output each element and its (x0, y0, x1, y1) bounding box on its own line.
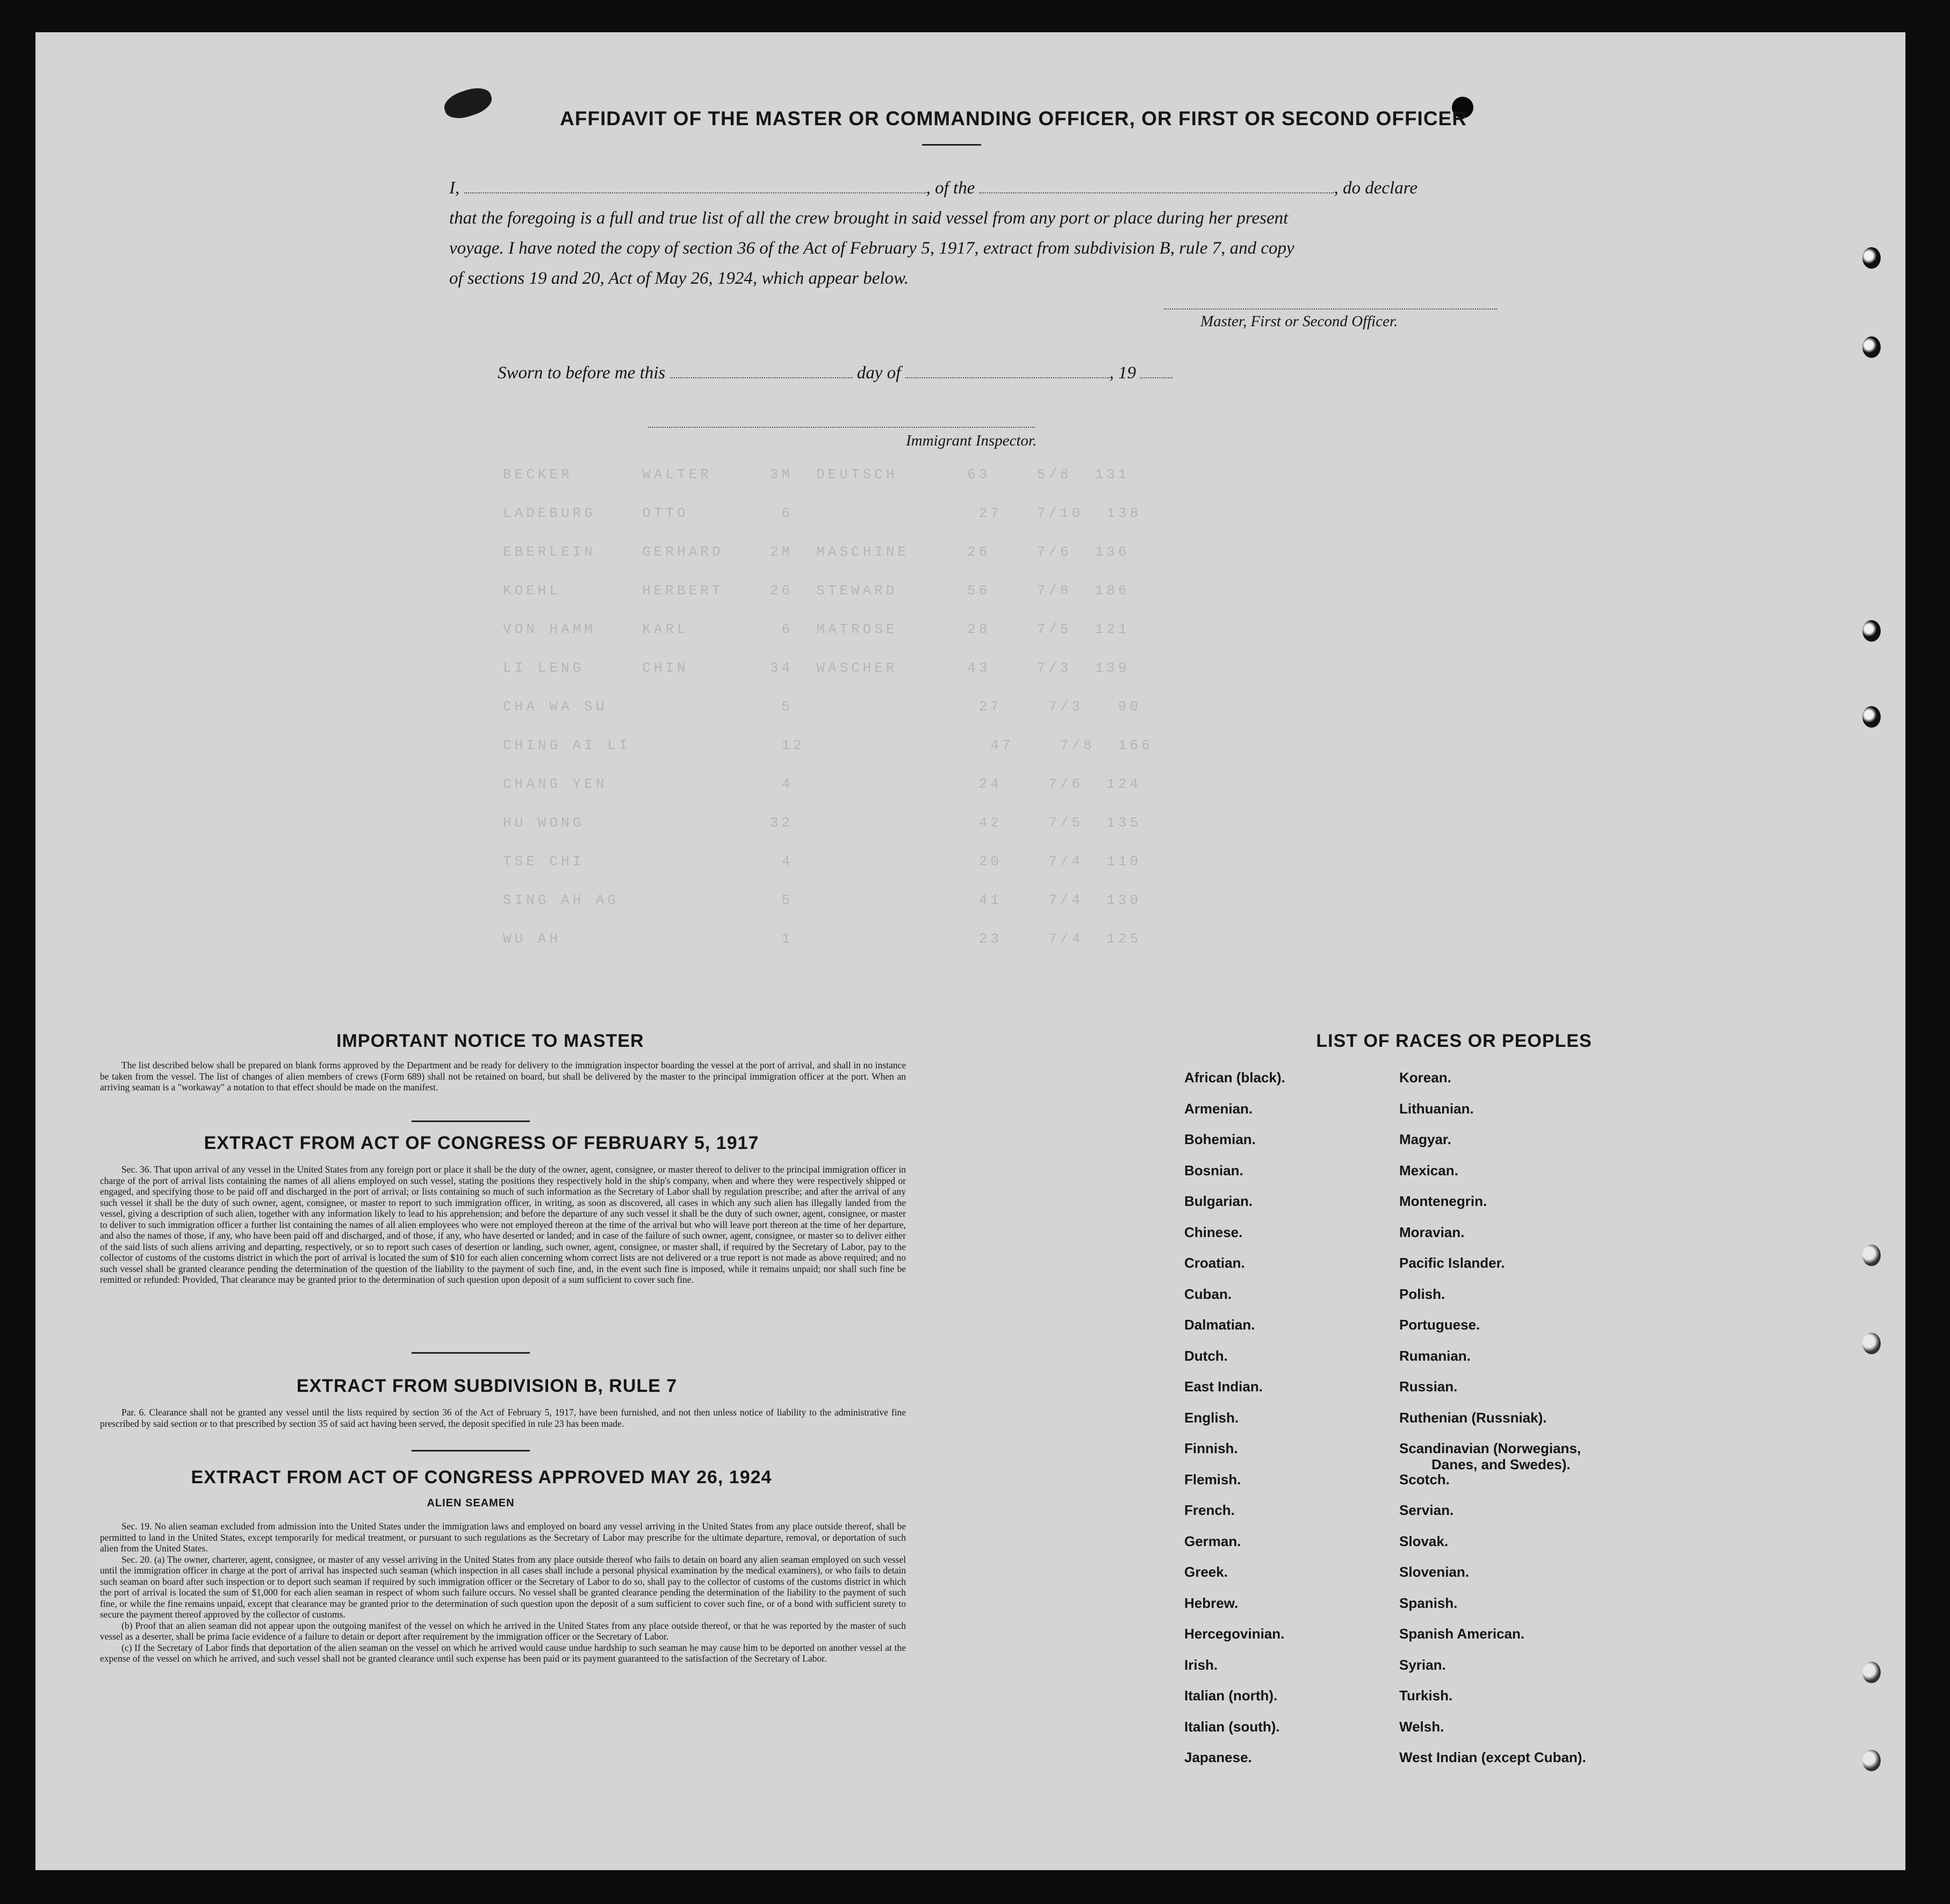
master-signature-label: Master, First or Second Officer. (1200, 313, 1398, 330)
inspector-signature-line[interactable] (648, 427, 1035, 428)
race-item: Polish. (1399, 1285, 1445, 1302)
master-signature-line[interactable] (1164, 308, 1497, 310)
race-item: Armenian. (1184, 1100, 1253, 1117)
race-item: Chinese. (1184, 1224, 1243, 1240)
binder-hole (1862, 1333, 1881, 1354)
binder-hole (1862, 247, 1881, 269)
ghost-row: SING AH AG 5 41 7/4 130 (503, 892, 1142, 908)
ghost-row: CHA WA SU 5 27 7/3 90 (503, 699, 1142, 715)
extract-1924-text (100, 1521, 906, 1664)
section-divider (412, 1352, 530, 1354)
inspector-signature-label: Immigrant Inspector. (906, 432, 1037, 449)
race-item: Korean. (1399, 1069, 1451, 1086)
extract-rule7-text: Par. 6. Clearance shall not be granted any vessel until the lists required by section 36 of the Act of February 5, 1917, have been furnished, and not then unless notice of liability to the administrative fine prescribed by said section or to that prescribed by section 35 of said act having been served, the deposit specified in rule 23 has been made. (100, 1407, 906, 1429)
ghost-row: HU WONG 32 42 7/5 135 (503, 815, 1142, 831)
document-page (35, 32, 1905, 1870)
race-item: Magyar. (1399, 1131, 1451, 1147)
race-item: African (black). (1184, 1069, 1285, 1086)
sec20b-text: (b) Proof that an alien seaman did not appear upon the outgoing manifest of the vessel on which he arrived in the United States from any place outside thereof, or that he was reported by the master of such vessel as a deserter, shall be prima facie evidence of a failure to detain or deport after requirement by the immigration officer or the Secretary of Labor. (100, 1620, 906, 1642)
name-blank[interactable] (464, 179, 926, 193)
sec20a-text: Sec. 20. (a) The owner, charterer, agent, consignee, or master of any vessel arriving in the United States from any place outside thereof who fails to detain on board any alien seaman employed on such vessel until the immigration officer in charge at the port of arrival has inspected such seaman (which inspection in all cases shall include a personal physical examination by the medical examiners), or who fails to detain such seaman on board after such inspection or to deport such seaman if required by such immigration officer or the Secretary of Labor to do so, shall pay to the collector of customs of the customs district in which the port of arrival is located the sum of $1,000 for each alien seaman in respect of whom such failure occurs. No vessel shall be granted clearance pending the determination of the liability to the payment of such fine, or while the fine remains unpaid, except that clearance may be granted prior to the determination of such question upon the deposit of a sum sufficient to cover such fine, or of a bond with sufficient surety to secure the payment thereof approved by the collector of customs. (100, 1554, 906, 1620)
race-item: German. (1184, 1533, 1241, 1549)
binder-hole (1862, 336, 1881, 358)
race-item: Hebrew. (1184, 1594, 1239, 1611)
sworn-year-blank[interactable] (1140, 364, 1172, 378)
extract-1924-subtitle: ALIEN SEAMEN (427, 1497, 515, 1509)
race-item: Bulgarian. (1184, 1193, 1253, 1209)
affidavit-of-the: , of the (926, 178, 975, 198)
affidavit-line2: that the foregoing is a full and true list of all the crew brought in said vessel from any port or place during her present (449, 209, 1289, 228)
race-item: Syrian. (1399, 1656, 1446, 1673)
ghost-row: CHANG YEN 4 24 7/6 124 (503, 776, 1142, 792)
sec19-text: Sec. 19. No alien seaman excluded from admission into the United States under the immigration laws and employed on board any vessel arriving in the United States from any place outside thereof, shall be permitted to land in the United States, except temporarily for medical treatment, or pursuant to such regulations as the Secretary of Labor may prescribe for the ultimate departure, removal, or deportation of such alien from the United States. (100, 1521, 906, 1554)
section-divider (412, 1120, 530, 1122)
binder-hole (1862, 620, 1881, 642)
affidavit-i-label: I, (449, 178, 460, 198)
race-item: Welsh. (1399, 1718, 1444, 1735)
ghost-row: CHING AI LI 12 47 7/8 166 (503, 737, 1153, 753)
affidavit-title: AFFIDAVIT OF THE MASTER OR COMMANDING OFFICER, OR FIRST OR SECOND OFFICER (560, 107, 1467, 130)
ghost-row: WU AH 1 23 7/4 125 (503, 931, 1142, 947)
sworn-day-of: day of (857, 363, 901, 383)
affidavit-body (449, 173, 1540, 293)
affidavit-line3: voyage. I have noted the copy of section 36 of the Act of February 5, 1917, extract from subdivision B, rule 7, and copy (449, 239, 1294, 258)
binder-hole (1862, 1662, 1881, 1683)
race-item: Turkish. (1399, 1687, 1453, 1704)
race-item: Rumanian. (1399, 1347, 1471, 1364)
sworn-day-blank[interactable] (670, 364, 853, 378)
race-item: Flemish. (1184, 1471, 1241, 1488)
race-item: Hercegovinian. (1184, 1626, 1285, 1642)
affidavit-declare: , do declare (1334, 178, 1417, 198)
ghost-row: TSE CHI 4 20 7/4 110 (503, 853, 1142, 870)
race-item: Bohemian. (1184, 1131, 1256, 1147)
race-item-scandinavian (1399, 1440, 1700, 1471)
sworn-month-blank[interactable] (905, 364, 1110, 378)
race-item: Russian. (1399, 1378, 1458, 1395)
ink-stamp-mark (441, 83, 495, 123)
binder-hole (1862, 1750, 1881, 1771)
races-title: LIST OF RACES OR PEOPLES (1316, 1031, 1592, 1051)
binder-hole (1862, 706, 1881, 728)
race-item: Mexican. (1399, 1162, 1458, 1179)
race-item: Finnish. (1184, 1440, 1238, 1456)
sec20c-text: (c) If the Secretary of Labor finds that deportation of the alien seaman on the vessel on which he arrived would cause undue hardship to such seaman he may cause him to be deported on another vessel at the expense of the vessel on which he arrived, and such vessel shall not be granted clearance until such expense has been paid or its payment guaranteed to the satisfaction of the Secretary of Labor. (100, 1642, 906, 1664)
race-item: Lithuanian. (1399, 1100, 1474, 1117)
race-item: Japanese. (1184, 1749, 1252, 1765)
ghost-row: BECKER WALTER 3M DEUTSCH 63 5/8 131 (503, 466, 1130, 483)
race-item-line1: Scandinavian (Norwegians, (1399, 1440, 1581, 1456)
title-divider (922, 144, 981, 146)
extract-1924-title: EXTRACT FROM ACT OF CONGRESS APPROVED MAY 26, 1924 (191, 1467, 772, 1488)
race-item: Greek. (1184, 1564, 1228, 1580)
extract-1917-text: Sec. 36. That upon arrival of any vessel in the United States from any foreign port or place it shall be the duty of the owner, agent, consignee, or master thereof to deliver to the principal immigration officer in charge of the port of arrival lists containing the names of all aliens employed on such vessel, stating the positions they respectively hold in the ship's company, when and where they were respectively shipped or engaged, and specifying those to be paid off and discharged in the port of arrival; or lists containing so much of such information as the Secretary of Labor shall by regulation prescribe; and after the arrival of any such vessel it shall be the duty of such owner, agent, consignee, or master to report to such immigration officer, in writing, as soon as discovered, all cases in which any such alien has illegally landed from the vessel, giving a description of such alien, together with any information likely to lead to his apprehension; and before the departure of any such vessel it shall be the duty of such owner, agent, consignee, or master to deliver to such immigration officer a further list containing the names of all alien employees who were not employed thereon at the time of the arrival but who will leave port thereon at the time of her departure, and also the names of those, if any, who have been paid off and discharged, and of those, if any, who have deserted or landed; and in case of the failure of such owner, agent, consignee, or master so to deliver either of the said lists of such aliens arriving and departing, respectively, or so to report such cases of desertion or landing, such owner, agent, consignee, or master shall, if required by the Secretary of Labor, pay to the collector of customs of the customs district in which the port of arrival is located the sum of $10 for each alien concerning whom correct lists are not delivered or a true report is not made as above required; and no such vessel shall be granted clearance pending the determination of the question of the liability to the payment of such fine, and, in the event such fine is imposed, while it remains unpaid; nor shall such fine be remitted or refunded: Provided, That clearance may be granted prior to the determination of such question upon deposit of a sum sufficient to cover such fine. (100, 1164, 906, 1285)
race-item: Dalmatian. (1184, 1317, 1255, 1333)
race-item: Pacific Islander. (1399, 1255, 1505, 1271)
ghost-row: KOEHL HERBERT 26 STEWARD 56 7/8 186 (503, 583, 1130, 599)
race-item: Spanish. (1399, 1594, 1458, 1611)
ghost-row: VON HAMM KARL 6 MATROSE 28 7/5 121 (503, 621, 1130, 637)
race-item: French. (1184, 1502, 1235, 1518)
race-item: Cuban. (1184, 1285, 1232, 1302)
race-item: Portuguese. (1399, 1317, 1480, 1333)
race-item: Slovenian. (1399, 1564, 1470, 1580)
race-item: Dutch. (1184, 1347, 1228, 1364)
race-item: English. (1184, 1409, 1239, 1426)
sworn-year: , 19 (1109, 363, 1136, 383)
binder-hole (1862, 1245, 1881, 1266)
affidavit-line4: of sections 19 and 20, Act of May 26, 1924, which appear below. (449, 269, 909, 288)
race-item: Scotch. (1399, 1471, 1450, 1488)
race-item: Slovak. (1399, 1533, 1449, 1549)
ghost-row: EBERLEIN GERHARD 2M MASCHINE 26 7/6 136 (503, 544, 1130, 560)
race-item: Servian. (1399, 1502, 1454, 1518)
sworn-prefix: Sworn to before me this (498, 363, 666, 383)
race-item: West Indian (except Cuban). (1399, 1749, 1586, 1765)
race-item: Moravian. (1399, 1224, 1465, 1240)
ghost-row: LADEBURG OTTO 6 27 7/10 138 (503, 505, 1142, 521)
race-item: Ruthenian (Russniak). (1399, 1409, 1547, 1426)
sworn-line (498, 363, 1172, 383)
race-item: Montenegrin. (1399, 1193, 1487, 1209)
race-item-line2: Danes, and Swedes). (1431, 1456, 1571, 1472)
race-item: East Indian. (1184, 1378, 1263, 1395)
races-column-1 (1184, 1069, 1410, 1780)
notice-title: IMPORTANT NOTICE TO MASTER (336, 1031, 644, 1051)
race-item: Bosnian. (1184, 1162, 1243, 1179)
notice-text: The list described below shall be prepared on blank forms approved by the Department and be ready for delivery to the immigration inspector boarding the vessel at the port of arrival, and shall in no instance be taken from the vessel. The list of changes of alien members of crews (Form 689) shall not be retained on board, but shall be delivered by the master to the principal immigration officer at the port. When an arriving seaman is a "workaway" a notation to that effect should be made on the manifest. (100, 1060, 906, 1093)
races-column-2 (1399, 1069, 1700, 1780)
section-divider (412, 1450, 530, 1452)
ghost-row: LI LENG CHIN 34 WASCHER 43 7/3 139 (503, 660, 1130, 676)
extract-1917-title: EXTRACT FROM ACT OF CONGRESS OF FEBRUARY 5, 1917 (204, 1133, 759, 1153)
extract-rule7-title: EXTRACT FROM SUBDIVISION B, RULE 7 (296, 1376, 678, 1396)
race-item: Spanish American. (1399, 1626, 1525, 1642)
race-item: Italian (south). (1184, 1718, 1280, 1735)
race-item: Italian (north). (1184, 1687, 1278, 1704)
race-item: Irish. (1184, 1656, 1218, 1673)
race-item: Croatian. (1184, 1255, 1245, 1271)
vessel-blank[interactable] (979, 179, 1334, 193)
